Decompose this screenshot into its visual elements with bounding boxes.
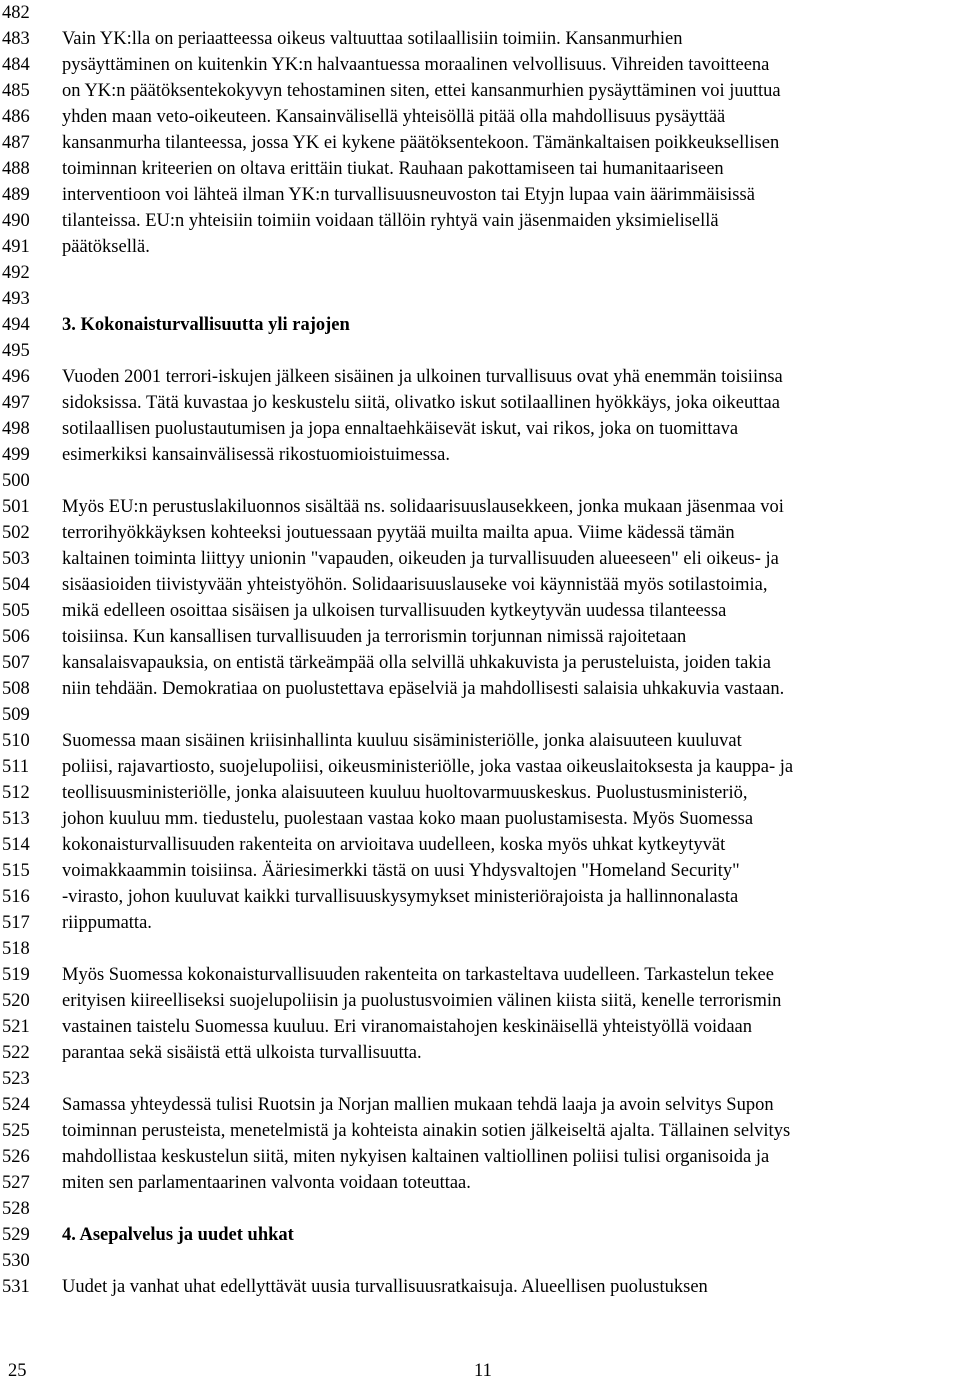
line-text: -virasto, johon kuuluvat kaikki turvallisuuskysymykset ministeriörajoista ja hallinnonalasta	[62, 887, 739, 907]
document-line	[0, 624, 960, 650]
line-number: 499	[2, 445, 30, 465]
line-text: sidoksissa. Tätä kuvastaa jo keskustelu siitä, olivatko iskut sotilaallinen hyökkäys, joka oikeuttaa	[62, 393, 780, 413]
document-line	[0, 312, 960, 338]
document-line	[0, 572, 960, 598]
line-number: 519	[2, 965, 30, 985]
line-text: kansalaisvapauksia, on entistä tärkeämpää olla selvillä uhkakuvista ja perusteluista, joiden takia	[62, 653, 771, 673]
document-line	[0, 1222, 960, 1248]
document-line	[0, 208, 960, 234]
line-text: mikä edelleen osoittaa sisäisen ja ulkoisen turvallisuuden kytkeytyvän uudessa tilanteessa	[62, 601, 727, 621]
line-number: 521	[2, 1017, 30, 1037]
line-number: 506	[2, 627, 30, 647]
line-number: 517	[2, 913, 30, 933]
line-number: 501	[2, 497, 30, 517]
line-number: 503	[2, 549, 30, 569]
line-text: riippumatta.	[62, 913, 152, 933]
line-text: niin tehdään. Demokratiaa on puolustettava epäselviä ja mahdollisesti salaisia uhkakuvia vastaan.	[62, 679, 785, 699]
line-text: sisäasioiden tiivistyvään yhteistyöhön. Solidaarisuuslauseke voi käynnistää myös sotilastoimia,	[62, 575, 768, 595]
document-line	[0, 754, 960, 780]
line-text: yhden maan veto-oikeuteen. Kansainvälisellä yhteisöllä pitää olla mahdollisuus pysäyttää	[62, 107, 726, 127]
line-text: interventioon voi lähteä ilman YK:n turvallisuusneuvoston tai Etyjn lupaa vain äärimmäisissä	[62, 185, 755, 205]
document-line	[0, 884, 960, 910]
document-line	[0, 728, 960, 754]
document-line	[0, 338, 960, 364]
document-line	[0, 442, 960, 468]
line-text: päätöksellä.	[62, 237, 150, 257]
line-text: kansanmurha tilanteessa, jossa YK ei kykene päätöksentekoon. Tämänkaltaisen poikkeuksellisen	[62, 133, 780, 153]
line-text: voimakkaammin toisiinsa. Ääriesimerkki tästä on uusi Yhdysvaltojen "Homeland Security"	[62, 861, 740, 881]
line-text: Myös EU:n perustuslakiluonnos sisältää ns. solidaarisuuslausekkeen, jonka mukaan jäsenmaa voi	[62, 497, 784, 517]
line-number: 528	[2, 1199, 30, 1219]
line-text: Vain YK:lla on periaatteessa oikeus valtuuttaa sotilaallisiin toimiin. Kansanmurhien	[62, 29, 683, 49]
document-line	[0, 598, 960, 624]
document-line	[0, 416, 960, 442]
document-line	[0, 1066, 960, 1092]
document-line	[0, 546, 960, 572]
line-number: 518	[2, 939, 30, 959]
line-text: poliisi, rajavartiosto, suojelupoliisi, oikeusministeriölle, joka vastaa oikeuslaitoksesta ja kauppa- ja	[62, 757, 794, 777]
line-number: 525	[2, 1121, 30, 1141]
document-line	[0, 832, 960, 858]
document-line	[0, 78, 960, 104]
line-number: 529	[2, 1225, 30, 1245]
line-number: 500	[2, 471, 30, 491]
line-number: 523	[2, 1069, 30, 1089]
line-text: parantaa sekä sisäistä että ulkoista turvallisuutta.	[62, 1043, 422, 1063]
line-number: 491	[2, 237, 30, 257]
line-text: pysäyttäminen on kuitenkin YK:n halvaantuessa moraalinen velvollisuus. Vihreiden tavoitteena	[62, 55, 770, 75]
line-number: 490	[2, 211, 30, 231]
line-number: 484	[2, 55, 30, 75]
line-text: terrorihyökkäyksen kohteeksi joutuessaan pyytää muilta mailta apua. Viime kädessä tämän	[62, 523, 735, 543]
line-number: 498	[2, 419, 30, 439]
line-number: 531	[2, 1277, 30, 1297]
line-text: Vuoden 2001 terrori-iskujen jälkeen sisäinen ja ulkoinen turvallisuus ovat yhä enemmän toisiinsa	[62, 367, 783, 387]
document-line	[0, 286, 960, 312]
document-line	[0, 0, 960, 26]
document-line	[0, 650, 960, 676]
line-text: Uudet ja vanhat uhat edellyttävät uusia turvallisuusratkaisuja. Alueellisen puolustuksen	[62, 1277, 708, 1297]
document-line	[0, 156, 960, 182]
document-line	[0, 936, 960, 962]
line-text: kokonaisturvallisuuden rakenteita on arvioitava uudelleen, koska myös uhkat kytkeytyvät	[62, 835, 726, 855]
line-number: 504	[2, 575, 30, 595]
document-line	[0, 1040, 960, 1066]
document-line	[0, 52, 960, 78]
line-number: 508	[2, 679, 30, 699]
line-number: 514	[2, 835, 30, 855]
line-number: 489	[2, 185, 30, 205]
document-line	[0, 390, 960, 416]
document-line	[0, 858, 960, 884]
line-number: 502	[2, 523, 30, 543]
line-number: 497	[2, 393, 30, 413]
section-heading: 4. Asepalvelus ja uudet uhkat	[62, 1225, 294, 1245]
line-number: 495	[2, 341, 30, 361]
document-line	[0, 1118, 960, 1144]
line-text: tilanteissa. EU:n yhteisiin toimiin voidaan tällöin ryhtyä vain jäsenmaiden yksimielisellä	[62, 211, 719, 231]
document-line	[0, 1014, 960, 1040]
line-number: 513	[2, 809, 30, 829]
line-text: on YK:n päätöksentekokyvyn tehostaminen siten, ettei kansanmurhien pysäyttäminen voi juuttua	[62, 81, 781, 101]
line-text: Suomessa maan sisäinen kriisinhallinta kuuluu sisäministeriölle, jonka alaisuuteen kuuluvat	[62, 731, 742, 751]
document-line	[0, 130, 960, 156]
line-text: mahdollistaa keskustelun siitä, miten nykyisen kaltainen valtiollinen poliisi tulisi organisoida ja	[62, 1147, 770, 1167]
document-line	[0, 468, 960, 494]
line-text: esimerkiksi kansainvälisessä rikostuomioistuimessa.	[62, 445, 450, 465]
document-line	[0, 702, 960, 728]
document-line	[0, 1170, 960, 1196]
line-number: 494	[2, 315, 30, 335]
line-text: vastainen taistelu Suomessa kuuluu. Eri viranomaistahojen keskinäisellä yhteistyöllä voidaan	[62, 1017, 753, 1037]
line-number: 524	[2, 1095, 30, 1115]
document-line	[0, 364, 960, 390]
line-text: sotilaallisen puolustautumisen ja jopa ennaltaehkäisevät iskut, vai rikos, joka on tuomittava	[62, 419, 739, 439]
document-line	[0, 1196, 960, 1222]
line-number: 507	[2, 653, 30, 673]
document-line	[0, 780, 960, 806]
line-text: teollisuusministeriölle, jonka alaisuuteen kuuluu huoltovarmuuskeskus. Puolustusministeriö,	[62, 783, 748, 803]
document-line	[0, 104, 960, 130]
footer-page-number-left: 25	[8, 1361, 27, 1381]
document-line	[0, 182, 960, 208]
line-number: 530	[2, 1251, 30, 1271]
line-number: 520	[2, 991, 30, 1011]
document-line	[0, 26, 960, 52]
line-number: 483	[2, 29, 30, 49]
line-number: 522	[2, 1043, 30, 1063]
line-number: 505	[2, 601, 30, 621]
document-line	[0, 260, 960, 286]
line-text: johon kuuluu mm. tiedustelu, puolestaan vastaa koko maan puolustamisesta. Myös Suomessa	[62, 809, 754, 829]
line-number: 509	[2, 705, 30, 725]
document-line	[0, 234, 960, 260]
line-number: 510	[2, 731, 30, 751]
line-number: 482	[2, 3, 30, 23]
line-text: kaltainen toiminta liittyy unionin "vapauden, oikeuden ja turvallisuuden alueeseen" eli oikeus- ja	[62, 549, 779, 569]
line-number: 496	[2, 367, 30, 387]
document-line	[0, 1144, 960, 1170]
line-text: toiminnan kriteerien on oltava erittäin tiukat. Rauhaan pakottamiseen tai humanitaariseen	[62, 159, 724, 179]
line-number: 493	[2, 289, 30, 309]
line-text: Samassa yhteydessä tulisi Ruotsin ja Norjan mallien mukaan tehdä laaja ja avoin selvitys Supon	[62, 1095, 774, 1115]
document-line	[0, 1274, 960, 1300]
line-number: 526	[2, 1147, 30, 1167]
line-number: 511	[2, 757, 30, 777]
document-line	[0, 962, 960, 988]
document-line	[0, 910, 960, 936]
line-number: 515	[2, 861, 30, 881]
line-text: toisiinsa. Kun kansallisen turvallisuuden ja terrorismin torjunnan nimissä rajoitetaan	[62, 627, 687, 647]
line-number: 487	[2, 133, 30, 153]
line-text: erityisen kiireelliseksi suojelupoliisin ja puolustusvoimien välinen kiista siitä, kenelle terrorismin	[62, 991, 782, 1011]
line-number: 485	[2, 81, 30, 101]
line-text: toiminnan perusteista, menetelmistä ja kohteista ainakin sotien jälkeiseltä ajalta. Tällainen selvitys	[62, 1121, 791, 1141]
document-line	[0, 1092, 960, 1118]
line-number: 527	[2, 1173, 30, 1193]
document-line	[0, 676, 960, 702]
document-line	[0, 494, 960, 520]
line-number: 486	[2, 107, 30, 127]
footer-page-number-center: 11	[474, 1361, 492, 1381]
line-text: miten sen parlamentaarinen valvonta voidaan toteuttaa.	[62, 1173, 471, 1193]
line-text: Myös Suomessa kokonaisturvallisuuden rakenteita on tarkasteltava uudelleen. Tarkastelun tekee	[62, 965, 774, 985]
section-heading: 3. Kokonaisturvallisuutta yli rajojen	[62, 315, 350, 335]
document-line	[0, 806, 960, 832]
document-line	[0, 988, 960, 1014]
document-line	[0, 520, 960, 546]
line-number: 488	[2, 159, 30, 179]
line-number: 512	[2, 783, 30, 803]
line-number: 492	[2, 263, 30, 283]
line-number: 516	[2, 887, 30, 907]
document-line	[0, 1248, 960, 1274]
